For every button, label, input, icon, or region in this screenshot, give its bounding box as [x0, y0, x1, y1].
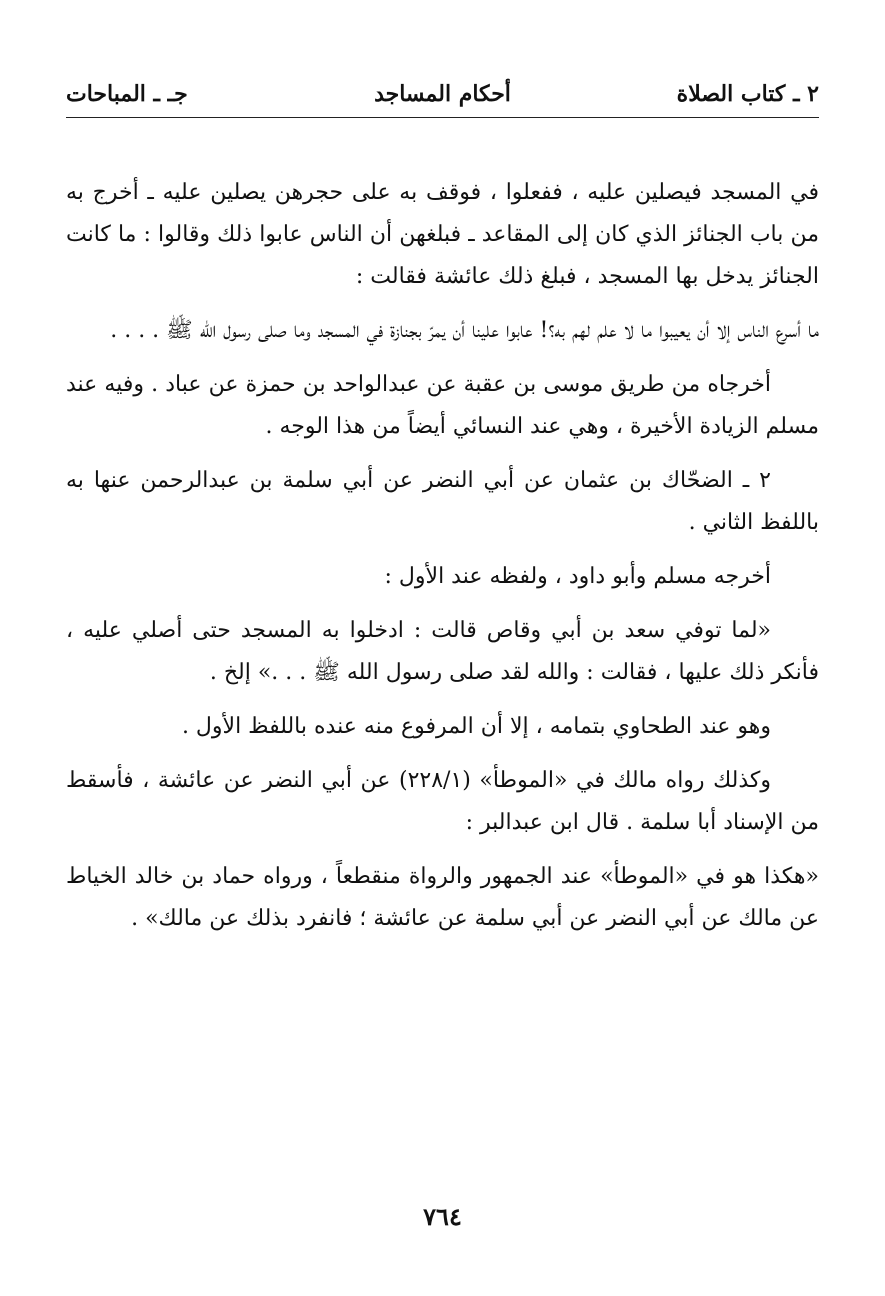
- paragraph-4: ٢ ـ الضحّاك بن عثمان عن أبي النضر عن أبي سلمة بن عبدالرحمن عنها به باللفظ الثاني .: [66, 468, 819, 535]
- paragraph-6: «لما توفي سعد بن أبي وقاص قالت : ادخلوا به المسجد حتى أصلي عليه ، فأنكر ذلك عليها ، فقالت : والله لقد صلى رسول الله ﷺ . . .» إلخ .: [66, 618, 819, 685]
- paragraph-8: وكذلك رواه مالك في «الموطأ» (٢٢٨/١) عن أبي النضر عن عائشة ، فأسقط من الإسناد أبا سلمة . قال ابن عبدالبر :: [66, 768, 819, 835]
- header-book-title: ٢ ـ كتاب الصلاة: [676, 81, 819, 107]
- running-header: [66, 74, 819, 114]
- paragraph-1: في المسجد فيصلين عليه ، ففعلوا ، فوقف به على حجرهن يصلين عليه ـ أخرج به من باب الجنائز الذي كان إلى المقاعد ـ فبلغهن أن الناس عابوا ذلك وقالوا : ما كانت الجنائز يدخل بها المسجد ، فبلغ ذلك عائشة فقالت :: [66, 180, 819, 289]
- header-divider: [66, 117, 819, 118]
- header-subsection-title: جـ ـ المباحات: [66, 81, 188, 107]
- paragraph-7: وهو عند الطحاوي بتمامه ، إلا أن المرفوع منه عنده باللفظ الأول .: [181, 714, 771, 739]
- paragraph-2: ما أسرع الناس إلا أن يعيبوا ما لا علم لهم به؟! عابوا علينا أن يمرّ بجنازة في المسجد وما صلى رسول الله ﷺ . . . .: [110, 318, 819, 343]
- paragraph-3: أخرجاه من طريق موسى بن عقبة عن عبدالواحد بن حمزة عن عباد . وفيه عند مسلم الزيادة الأخيرة ، وهي عند النسائي أيضاً من هذا الوجه .: [66, 372, 819, 439]
- page-body: [66, 172, 819, 952]
- header-section-title: أحكام المساجد: [374, 81, 511, 107]
- paragraph-5: أخرجه مسلم وأبو داود ، ولفظه عند الأول :: [384, 564, 771, 589]
- paragraph-9: «هكذا هو في «الموطأ» عند الجمهور والرواة منقطعاً ، ورواه حماد بن خالد الخياط عن مالك عن أبي النضر عن أبي سلمة عن عائشة ؛ فانفرد بذلك عن مالك» .: [66, 864, 819, 931]
- page-number: ٧٦٤: [423, 1202, 462, 1231]
